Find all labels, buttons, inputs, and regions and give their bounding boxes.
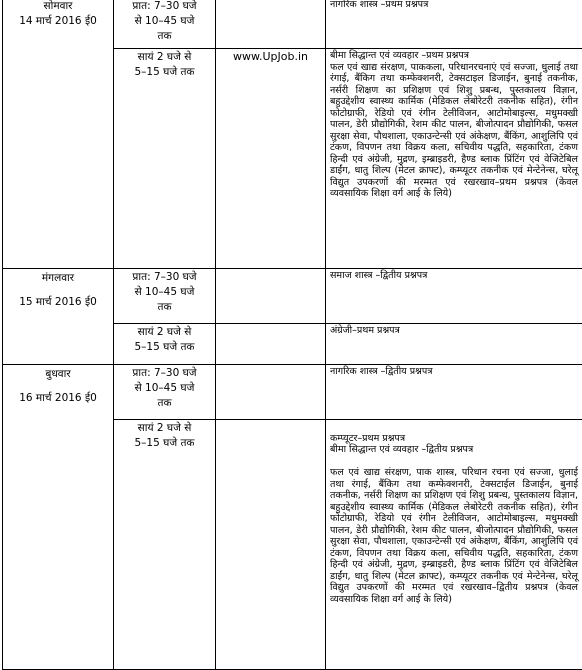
- day-cell: [3, 365, 114, 670]
- time-cell: सायं 2 घजे से 5–15 घजे तक: [114, 420, 216, 670]
- site-cell: [216, 420, 326, 670]
- day-cell: [3, 269, 114, 365]
- day-date: 15 मार्च 2016 ई0: [7, 295, 109, 310]
- time-cell: प्रात: 7–30 घजे से 10–45 घजे तक: [114, 365, 216, 420]
- subject-list: फल एवं खाद्य संरक्षण, पाककला, परिधानरचनाएं एवं सज्जा, धुलाई तथा रंगाई, बैंकिग तथा कम्फेक्शनरी, टेक्सटाइल डिजाईन, बुनाई तकनीक, नर्सरी शिक्षण का प्रशिक्षण एवं शिशु प्रबन्ध, पुस्तकालय विज्ञान, बहुउद्देशीय स्वास्थ्य कार्मिक (मेडिकल लेबोरेटरी तकनीक सहित), रंगीन फोटोग्राफी, रेडियो एवं रंगीन टेलीविजन, आटोमोबाइल्स, मधुमक्खी पालन, डेरी प्रौद्योगिकी, रेशम कीट पालन, बीजोत्पादन प्रौद्योगिकी, फसल सुरक्षा सेवा, पौधशाला, एकाउन्टेन्सी एवं अंकेक्षण, बैंकिंग, आशुलिपि एवं टंकण, विपणन तथा विक्रय कला, सचिवीय पद्धति, सहकारिता, टंकण हिन्दी एवं अंग्रेजी, मुद्रण, इम्ब्राइडरी, हैण्ड ब्लाक प्रिंटिंग एवं वेजिटेबिल डाईंग, धातु शिल्प (मेटल क्राफ्ट), कम्प्यूटर तकनीक एवं मेन्टेनेन्स, घरेलू विद्युत उपकरणों की मरम्मत एवं रखरखाव–प्रथम प्रश्नपत्र (केवल व्यवसायिक शिक्षा वर्ग आई के लिये): [330, 62, 578, 200]
- subject-title: समाज शास्त्र –द्वितीय प्रश्नपत्र: [330, 270, 578, 282]
- site-cell: [216, 324, 326, 365]
- subject-title: कम्प्यूटर–प्रथम प्रश्नपत्र बीमा सिद्धान्त एवं व्यवहार –द्वितीय प्रश्नपत्र: [330, 433, 578, 456]
- subject-cell: [326, 49, 582, 269]
- subject-cell: [326, 0, 582, 49]
- day-cell: [3, 0, 114, 269]
- time-cell: प्रात: 7–30 घजे से 10–45 घजे तक: [114, 269, 216, 324]
- watermark-site: www.UpJob.in: [216, 49, 326, 269]
- site-cell: [216, 269, 326, 324]
- time-cell: सायं 2 घजे से 5–15 घजे तक: [114, 324, 216, 365]
- subject-cell: [326, 324, 582, 365]
- time-cell: प्रात: 7–30 घजे से 10–45 घजे तक: [114, 0, 216, 49]
- table-row: [3, 365, 582, 420]
- day-name: सोमवार: [7, 0, 109, 14]
- day-name: बुधवार: [7, 367, 109, 382]
- exam-schedule-table: [2, 0, 582, 670]
- subject-list: फल एवं खाद्य संरक्षण, पाक शास्त्र, परिधान रचना एवं सज्जा, धुलाई तथा रंगाई, बैंकिग तथा कम्फेक्शनरी, टेक्सटाईल डिजाईन, बुनाई तकनीक, नर्सरी शिक्षण का प्रशिक्षण एवं शिशु प्रबन्ध, पुस्तकालय विज्ञान, बहुउद्देशीय स्वास्थ्य कार्मिक (मेडिकल लेबोरेटरी तकनीक सहित), रंगीन फोटोग्राफी, रेडियो एवं रंगीन टेलीविजन, आटोमोबाइल्स, मधुमक्खी पालन, डेरी प्रौद्योगिकी, रेशम कीट पालन, बीजोत्पादन प्रौद्योगिकी, फसल सुरक्षा सेवा, पौधशाला, एकाउन्टेन्सी एवं अंकेक्षण, बैंकिंग, आशुलिपि एवं टंकण, विपणन तथा विक्रय कला, सचिवीय पद्धति, सहकारिता, टंकण हिन्दी एवं अंग्रेजी, मुद्रण, इम्ब्राइडरी, हैण्ड ब्लाक प्रिंटिंग एवं वेजिटेबिल डाईंग, धातु शिल्प (मेटल क्राफ्ट), कम्प्यूटर तकनीक एवं मेन्टेनेन्स, घरेलू विद्युत उपकरणों की मरम्मत एवं रखरखाव–द्वितीय प्रश्नपत्र (केवल व्यवसायिक शिक्षा वर्ग आई के लिये): [330, 467, 578, 605]
- subject-title: नागरिक शास्त्र –प्रथम प्रश्नपत्र: [330, 0, 578, 11]
- site-cell: [216, 0, 326, 49]
- subject-cell: [326, 420, 582, 670]
- subject-cell: [326, 365, 582, 420]
- day-name: मंगलवार: [7, 271, 109, 286]
- subject-title: नागरिक शास्त्र –द्वितीय प्रश्नपत्र: [330, 366, 578, 378]
- table-row: [3, 269, 582, 324]
- site-cell: [216, 365, 326, 420]
- day-date: 14 मार्च 2016 ई0: [7, 14, 109, 29]
- table-row: [3, 0, 582, 49]
- subject-cell: [326, 269, 582, 324]
- subject-title: बीमा सिद्धान्त एवं व्यवहार –प्रथम प्रश्नपत्र: [330, 50, 578, 62]
- subject-title: अंग्रेजी–प्रथम प्रश्नपत्र: [330, 325, 578, 337]
- day-date: 16 मार्च 2016 ई0: [7, 391, 109, 406]
- time-cell: सायं 2 घजे से 5–15 घजे तक: [114, 49, 216, 269]
